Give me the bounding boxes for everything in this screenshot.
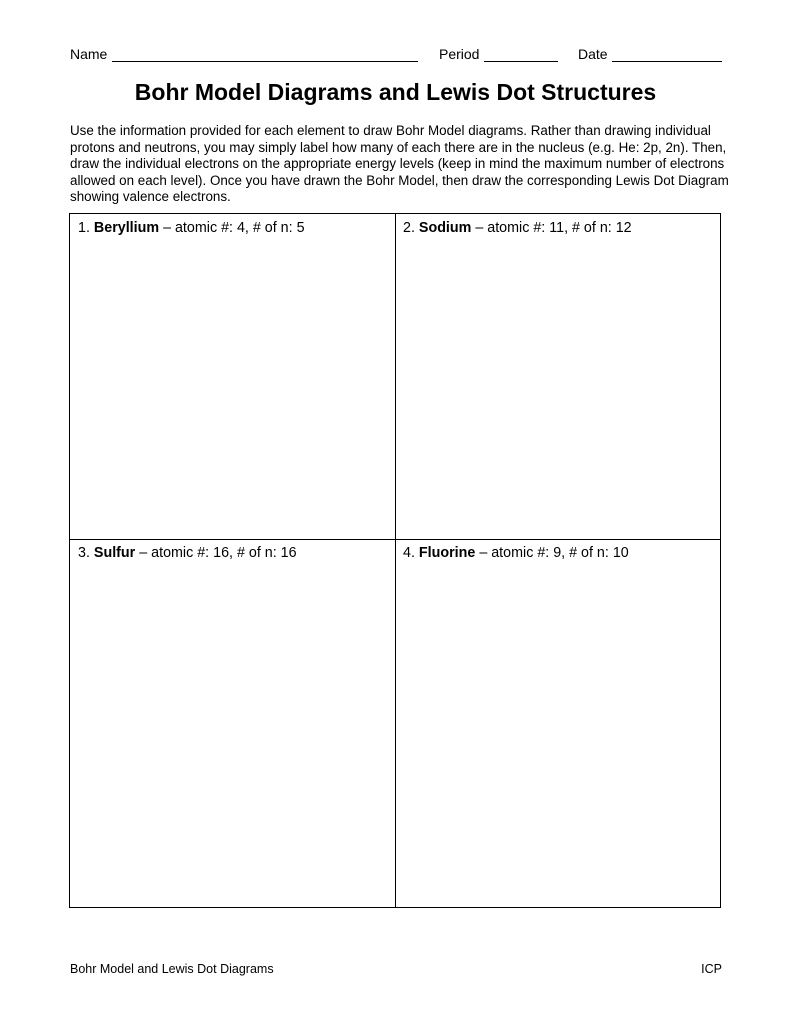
student-info-header: [70, 46, 722, 66]
element-details: – atomic #: 16, # of n: 16: [139, 545, 297, 561]
element-number: 1.: [78, 220, 90, 236]
element-name: Fluorine: [418, 545, 476, 561]
footer-right-text: ICP: [701, 962, 722, 976]
element-details: – atomic #: 9, # of n: 10: [479, 545, 629, 561]
element-details: – atomic #: 11, # of n: 12: [475, 220, 632, 236]
name-field[interactable]: [112, 61, 418, 62]
element-name: Beryllium: [93, 220, 160, 236]
element-cell-beryllium[interactable]: [70, 214, 395, 539]
element-cell-sulfur[interactable]: [70, 539, 395, 907]
page-title: Bohr Model Diagrams and Lewis Dot Structures: [134, 79, 657, 105]
footer-left-text: Bohr Model and Lewis Dot Diagrams: [70, 962, 274, 976]
period-field[interactable]: [484, 61, 558, 62]
date-field[interactable]: [612, 61, 722, 62]
element-cell-sodium[interactable]: [395, 214, 720, 539]
date-label: Date: [578, 46, 608, 62]
element-details: – atomic #: 4, # of n: 5: [163, 220, 305, 236]
element-number: 2.: [403, 220, 415, 236]
element-answer-grid: [69, 213, 721, 908]
element-name: Sodium: [418, 220, 472, 236]
element-number: 3.: [78, 545, 90, 561]
page-footer: [70, 962, 722, 977]
element-name: Sulfur: [93, 545, 136, 561]
name-label: Name: [70, 46, 108, 62]
period-label: Period: [439, 46, 480, 62]
instructions-paragraph: Use the information provided for each element to draw Bohr Model diagrams. Rather than drawing individual protons and neutrons, you may simply label how many of each there are in the nucleus (e.g. He: 2p, 2n). Then, draw the individual electrons on the appropriate energy levels (keep in mind the maximum number of electrons allowed on each level). Once you have drawn the Bohr Model, then draw the corresponding Lewis Dot Diagram showing valence electrons.: [70, 123, 729, 205]
element-number: 4.: [403, 545, 415, 561]
element-cell-fluorine[interactable]: [395, 539, 720, 907]
